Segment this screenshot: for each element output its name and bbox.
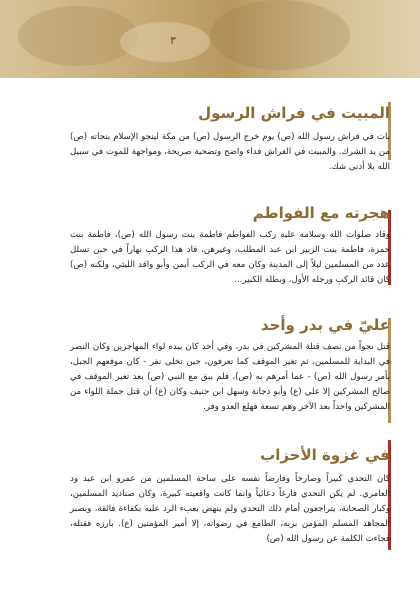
section-title: في غزوة الأحزاب [260,446,390,464]
banner-texture [120,22,210,62]
banner-texture [210,0,350,70]
section-title: عليّ في بدر وأحد [260,316,390,334]
section-body: بات في فراش رسول الله (ص) يوم خرج الرسول (ص) من مكة لينجو الإسلام بنجاته (ص) من يد الشرك. والمبيت في الفراش فداء واضح وتضحية صريحة، ومواجهة للموت في سبيل الله بلا أدنى شك. [70,132,390,172]
section-title: المبيت في فراش الرسول [198,104,390,122]
section-body: وقاد صلوات الله وسلامه عليه ركب الفواطم فاطمة بنت رسول الله (ص)، فاطمة بنت حمزة، فاطمة بنت الزبير ابن عبد المطلب، وغيرهن، قاد هذا الركب نهاراً في حين تسلل عدد من المسلمين ليلاً إلى المدينة وكان معه في الركب أيمن وأبو واقد الليثي، ولكنه (ص) كان قائد الركب ورجله الأول، وبطله الكبير... [70,230,390,285]
header-banner [0,0,420,78]
section-title: هجرته مع الفواطم [252,204,390,222]
section-body: كان التحدي كبيراً وصارخاً وفارضاً نفسه على ساحة المسلمين من عمرو ابن عبد ود العامري. لم يكن التحدي فارغاً دعائياً وانما كانت واقعيته كبيرة، وكان صناديد المسلمين، وكبار الصحابة، يتراجعون أمام ذلك التحدي ولم ينهض بعبء الرد عليه بكفاءة فائقة، وبصبر المجاهد المسلم المؤمن بربه، الطامع في رضوانه، إلا أمير المؤمنين (ع). بارزه فقتله، فجاءت الكلمة عن رسول الله (ص) [70,474,390,544]
section-body: قتل نحواً من نصف قتلة المشركين في بدر، وفي أحد كان بيده لواء المهاجرين وكان النصر في البداية للمسلمين، ثم تغير الموقف كما تعرفون، حين تخلى نفر - كان موقعهم الجبل، بأمر رسول الله (ص) - عما أمرهم به (ص)، فلم يبق مع النبي (ص) بعد تغير الموقف في صالح المشركين إلا علي (ع) وأبو دجانة وسهل ابن حنيف وكان (ع) أن قتل حملة اللواء من المشركين واحداً بعد الآخر وهم تسعة فهلع العدو وفر. [70,342,390,412]
banner-texture [18,6,138,66]
page-number: ٣ [170,34,176,47]
